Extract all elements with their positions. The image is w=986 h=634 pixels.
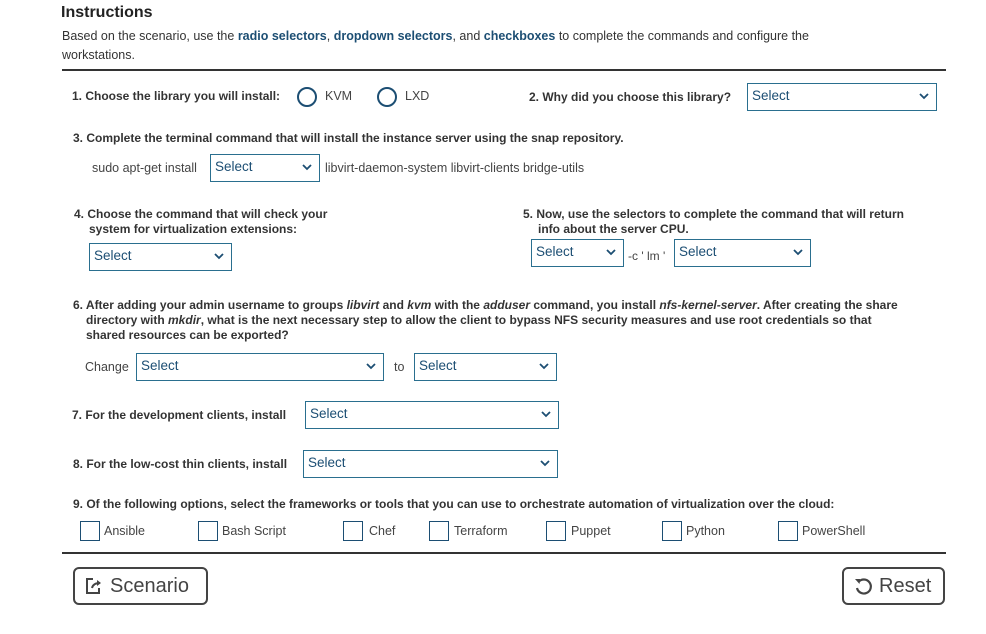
- q6-to-label: to: [394, 360, 405, 374]
- checkbox-chef[interactable]: [343, 521, 363, 541]
- q3-install-select[interactable]: [210, 154, 320, 182]
- checkbox-bash-script-label: Bash Script: [222, 524, 286, 538]
- q6-to-select[interactable]: [414, 353, 557, 381]
- q5-option-select[interactable]: [674, 239, 811, 267]
- q6-label-line2: [86, 313, 946, 328]
- chevron-down-icon: [540, 408, 552, 420]
- select-value: Select: [536, 244, 574, 259]
- chevron-down-icon: [792, 246, 804, 258]
- q6-text: 6. After adding your admin username to groups: [73, 298, 347, 312]
- q5-command-select[interactable]: [531, 239, 624, 267]
- chevron-down-icon: [538, 360, 550, 372]
- q6-text: , what is the next necessary step to allow the client to bypass NFS security measures and use root credentials so that: [200, 313, 872, 327]
- q1-label: 1. Choose the library you will install:: [72, 89, 281, 103]
- q6-label-line1: [73, 298, 943, 313]
- export-icon: [84, 576, 104, 596]
- radio-kvm[interactable]: [297, 87, 317, 107]
- q3-label: 3. Complete the terminal command that will install the instance server using the snap repository.: [73, 131, 624, 145]
- q8-install-select[interactable]: [303, 450, 558, 478]
- q6-term: nfs-kernel-server: [659, 298, 757, 312]
- dropdown-selectors-term: dropdown selectors: [333, 29, 453, 43]
- q6-term: mkdir: [168, 313, 201, 327]
- checkbox-ansible-label: Ansible: [104, 524, 145, 538]
- q6-term: kvm: [407, 298, 432, 312]
- chevron-down-icon: [365, 360, 377, 372]
- q7-install-select[interactable]: [305, 401, 559, 429]
- radio-lxd-label: LXD: [405, 89, 430, 103]
- q2-reason-select[interactable]: [747, 83, 937, 111]
- radio-kvm-label: KVM: [325, 89, 353, 103]
- q4-label-line1: 4. Choose the command that will check your: [74, 207, 328, 221]
- reset-button-label: Reset: [879, 574, 932, 597]
- chevron-down-icon: [301, 161, 313, 173]
- scenario-button-label: Scenario: [110, 574, 189, 597]
- intro-text: to complete the commands and configure the workstations.: [62, 29, 809, 62]
- select-value: Select: [141, 358, 179, 373]
- q6-change-select[interactable]: [136, 353, 384, 381]
- q6-text: and: [379, 298, 408, 312]
- checkbox-bash-script[interactable]: [198, 521, 218, 541]
- checkbox-terraform[interactable]: [429, 521, 449, 541]
- q6-text: . After creating the share: [756, 298, 898, 312]
- top-divider: [62, 69, 946, 71]
- q6-text: directory with: [86, 313, 169, 327]
- q7-label: 7. For the development clients, install: [72, 408, 287, 422]
- q6-term: libvirt: [346, 298, 380, 312]
- reset-button[interactable]: [842, 567, 945, 605]
- q2-label: 2. Why did you choose this library?: [529, 90, 732, 104]
- radio-lxd[interactable]: [377, 87, 397, 107]
- q9-label: 9. Of the following options, select the frameworks or tools that you can use to orchestrate automation of virtualization over the cloud:: [73, 497, 835, 511]
- q5-command-middle: -c ' lm ': [628, 249, 666, 263]
- q4-command-select[interactable]: [89, 243, 232, 271]
- chevron-down-icon: [605, 246, 617, 258]
- q4-label-line2: system for virtualization extensions:: [89, 222, 298, 236]
- chevron-down-icon: [918, 90, 930, 102]
- q5-label-line2: info about the server CPU.: [538, 222, 689, 236]
- checkbox-powershell-label: PowerShell: [802, 524, 866, 538]
- q6-label-line3: shared resources can be exported?: [86, 328, 289, 342]
- radio-selectors-term: radio selectors: [237, 29, 327, 43]
- scenario-button[interactable]: [73, 567, 208, 605]
- select-value: Select: [94, 248, 132, 263]
- checkbox-puppet-label: Puppet: [571, 524, 611, 538]
- reset-icon: [853, 576, 873, 596]
- q5-label-line1: 5. Now, use the selectors to complete the command that will return: [523, 207, 904, 221]
- bottom-divider: [62, 552, 946, 554]
- select-value: Select: [752, 88, 790, 103]
- select-value: Select: [419, 358, 457, 373]
- q3-command-suffix: libvirt-daemon-system libvirt-clients bridge-utils: [325, 161, 585, 175]
- select-value: Select: [679, 244, 717, 259]
- checkbox-terraform-label: Terraform: [454, 524, 508, 538]
- intro-text: , and: [452, 29, 484, 43]
- select-value: Select: [310, 406, 348, 421]
- checkbox-ansible[interactable]: [80, 521, 100, 541]
- chevron-down-icon: [539, 457, 551, 469]
- q6-term: adduser: [483, 298, 530, 312]
- q6-text: with the: [431, 298, 484, 312]
- instructions-text: [62, 27, 822, 65]
- checkbox-python-label: Python: [686, 524, 725, 538]
- q6-text: command, you install: [530, 298, 660, 312]
- checkbox-python[interactable]: [662, 521, 682, 541]
- page-title: Instructions: [61, 4, 153, 21]
- checkbox-powershell[interactable]: [778, 521, 798, 541]
- q8-label: 8. For the low-cost thin clients, install: [73, 457, 288, 471]
- select-value: Select: [308, 455, 346, 470]
- checkbox-puppet[interactable]: [546, 521, 566, 541]
- q3-command-prefix: sudo apt-get install: [92, 161, 197, 175]
- intro-text: Based on the scenario, use the: [62, 29, 238, 43]
- checkboxes-term: checkboxes: [483, 29, 556, 43]
- select-value: Select: [215, 159, 253, 174]
- chevron-down-icon: [213, 250, 225, 262]
- intro-text: ,: [326, 29, 334, 43]
- q6-change-label: Change: [85, 360, 129, 374]
- checkbox-chef-label: Chef: [369, 524, 396, 538]
